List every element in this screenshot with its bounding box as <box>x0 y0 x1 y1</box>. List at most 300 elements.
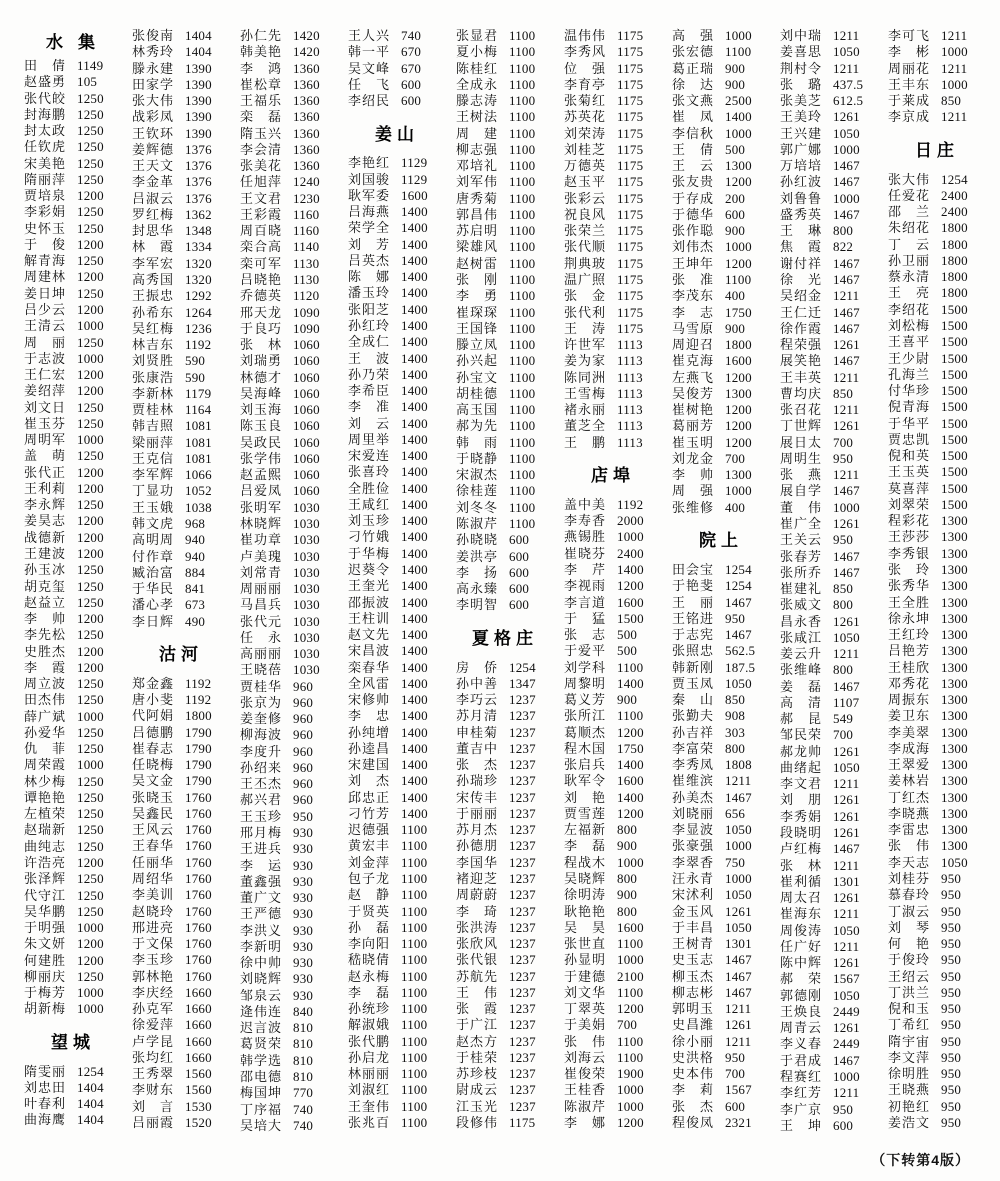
person-name: 臧治富 <box>132 564 173 580</box>
amount-value: 1200 <box>617 578 644 594</box>
amount-value: 1404 <box>185 28 212 43</box>
roster-row <box>348 904 441 920</box>
roster-row <box>672 1034 765 1050</box>
roster-row <box>24 432 117 448</box>
roster-row <box>888 1050 981 1066</box>
person-name: 刘瑞勇 <box>240 353 281 369</box>
person-name: 于志波 <box>24 350 65 366</box>
amount-value: 1160 <box>293 206 320 222</box>
person-name: 张荣兰 <box>564 223 605 239</box>
amount-value: 1192 <box>617 496 644 512</box>
roster-row <box>456 822 549 838</box>
amount-value: 1567 <box>833 971 860 987</box>
roster-row <box>132 757 225 773</box>
amount-value: 960 <box>293 743 314 759</box>
person-name: 吴鑫民 <box>132 805 173 821</box>
person-name: 郑金鑫 <box>132 675 173 691</box>
amount-value: 1211 <box>833 857 860 873</box>
roster-row <box>672 838 765 854</box>
roster-row <box>456 500 549 516</box>
amount-value: 800 <box>725 740 746 756</box>
amount-value: 1030 <box>293 646 320 662</box>
amount-value: 1200 <box>725 255 752 271</box>
person-name: 李琦 <box>456 903 497 919</box>
person-name: 田倩 <box>24 58 65 73</box>
section-header: 水 集 <box>46 33 101 52</box>
person-name: 任飞 <box>348 76 389 92</box>
roster-row <box>564 386 657 402</box>
amount-value: 1467 <box>833 271 860 287</box>
roster-row <box>888 920 981 936</box>
amount-value: 1250 <box>77 968 104 984</box>
roster-row <box>240 61 333 77</box>
amount-value: 1362 <box>185 206 212 222</box>
person-name: 盖萌 <box>24 448 65 464</box>
amount-value: 960 <box>293 776 314 792</box>
person-name: 张代皎 <box>24 90 65 106</box>
roster-row <box>780 28 873 44</box>
amount-value: 1175 <box>617 141 644 157</box>
roster-row <box>132 370 225 386</box>
person-name: 曲纯志 <box>24 838 65 854</box>
roster-row <box>456 757 549 773</box>
amount-value: 930 <box>293 922 314 938</box>
amount-value: 1000 <box>617 529 644 545</box>
person-name: 张阳芝 <box>348 301 389 317</box>
person-name: 周建林 <box>24 269 65 285</box>
person-name: 丁淑云 <box>888 903 929 919</box>
person-name: 张大伟 <box>132 93 173 109</box>
person-name: 于君成 <box>780 1052 821 1068</box>
amount-value: 1400 <box>401 334 428 350</box>
person-name: 于美娟 <box>564 1017 605 1033</box>
amount-value: 1250 <box>77 724 104 740</box>
roster-row <box>240 402 333 418</box>
person-name: 陈淑芹 <box>456 515 497 531</box>
person-name: 程俊凤 <box>672 1115 713 1130</box>
person-name: 孙吉祥 <box>672 724 713 740</box>
amount-value: 1467 <box>833 174 860 190</box>
roster-row <box>780 858 873 874</box>
roster-row <box>672 158 765 174</box>
roster-row <box>456 532 549 548</box>
amount-value: 1200 <box>77 611 104 627</box>
person-name: 郭德刚 <box>780 987 821 1003</box>
roster-row <box>456 790 549 806</box>
roster-row <box>132 191 225 207</box>
person-name: 崔维滨 <box>672 773 713 789</box>
amount-value: 950 <box>941 903 962 919</box>
amount-value: 1500 <box>941 383 968 399</box>
roster-row <box>132 272 225 288</box>
roster-row <box>240 28 333 44</box>
roster-row <box>456 676 549 692</box>
amount-value: 1200 <box>725 434 752 450</box>
amount-value: 950 <box>941 952 962 968</box>
amount-value: 1400 <box>401 724 428 740</box>
roster-row <box>240 451 333 467</box>
amount-value: 940 <box>185 532 206 548</box>
amount-value: 1261 <box>833 515 860 531</box>
roster-row <box>564 272 657 288</box>
roster-row <box>132 565 225 581</box>
roster-row <box>240 239 333 255</box>
roster-row <box>780 809 873 825</box>
person-name: 全风雷 <box>348 675 389 691</box>
amount-value: 1200 <box>725 402 752 418</box>
roster-row <box>672 93 765 109</box>
roster-row <box>132 822 225 838</box>
person-name: 葛义芳 <box>564 692 605 708</box>
amount-value: 1390 <box>185 125 212 141</box>
amount-value: 1250 <box>77 773 104 789</box>
column-9 <box>888 0 981 1134</box>
person-name: 史胜杰 <box>24 643 65 659</box>
person-name: 李新明 <box>240 938 281 954</box>
amount-value: 950 <box>941 968 962 984</box>
person-name: 耿艳艳 <box>564 903 605 919</box>
roster-row <box>780 532 873 548</box>
person-name: 张志 <box>564 627 605 643</box>
person-name: 郭明玉 <box>672 1001 713 1017</box>
amount-value: 1175 <box>617 28 644 43</box>
amount-value: 884 <box>185 564 206 580</box>
person-name: 程赛红 <box>780 1069 821 1084</box>
amount-value: 950 <box>725 610 746 626</box>
amount-value: 2400 <box>941 204 968 220</box>
amount-value: 1500 <box>941 496 968 512</box>
roster-row <box>132 1082 225 1098</box>
roster-row <box>780 1053 873 1069</box>
roster-row <box>456 451 549 467</box>
column-5 <box>456 0 549 1134</box>
person-name: 刘文华 <box>564 984 605 1000</box>
person-name: 王玉娥 <box>132 499 173 515</box>
roster-row <box>780 467 873 483</box>
person-name: 高丽丽 <box>240 646 281 662</box>
amount-value: 1081 <box>185 434 212 450</box>
person-name: 王喜平 <box>888 334 929 350</box>
amount-value: 1000 <box>77 432 104 448</box>
person-name: 李广京 <box>780 1101 821 1117</box>
roster-row <box>672 936 765 952</box>
amount-value: 1237 <box>509 887 536 903</box>
roster-row <box>456 93 549 109</box>
roster-row <box>132 516 225 532</box>
roster-row <box>888 838 981 854</box>
roster-row <box>672 985 765 1001</box>
amount-value: 1250 <box>77 253 104 269</box>
person-name: 崔广全 <box>780 515 821 531</box>
roster-row <box>672 174 765 190</box>
person-name: 邢天龙 <box>240 304 281 320</box>
person-name: 刘文日 <box>24 399 65 415</box>
person-name: 何建胜 <box>24 952 65 968</box>
roster-row <box>240 1102 333 1118</box>
amount-value: 1175 <box>617 158 644 174</box>
amount-value: 968 <box>185 515 206 531</box>
amount-value: 950 <box>941 1049 962 1065</box>
person-name: 李天志 <box>888 854 929 870</box>
roster-row <box>456 44 549 60</box>
roster-row <box>780 288 873 304</box>
amount-value: 1467 <box>725 594 752 610</box>
person-name: 刘琴 <box>888 919 929 935</box>
roster-row <box>24 660 117 676</box>
person-name: 崔琛琛 <box>456 304 497 320</box>
roster-row <box>564 28 657 44</box>
roster-row <box>564 562 657 578</box>
person-name: 王丰东 <box>888 76 929 92</box>
roster-row <box>672 109 765 125</box>
person-name: 张代正 <box>24 464 65 480</box>
amount-value: 1400 <box>617 789 644 805</box>
amount-value: 1800 <box>941 252 968 268</box>
person-name: 周俊涛 <box>780 922 821 938</box>
person-name: 姜卫东 <box>888 708 929 724</box>
roster-row <box>780 516 873 532</box>
person-name: 邓培礼 <box>456 158 497 174</box>
person-name: 盖中美 <box>564 496 605 512</box>
amount-value: 950 <box>293 808 314 824</box>
roster-row <box>780 256 873 272</box>
amount-value: 1400 <box>401 301 428 317</box>
amount-value: 1100 <box>617 984 644 1000</box>
person-name: 孙红玲 <box>348 317 389 333</box>
amount-value: 1467 <box>833 206 860 222</box>
amount-value: 1250 <box>77 220 104 236</box>
amount-value: 1760 <box>185 919 212 935</box>
person-name: 吴华鹏 <box>24 903 65 919</box>
roster-row <box>132 93 225 109</box>
amount-value: 1420 <box>293 44 320 60</box>
roster-row <box>132 1115 225 1131</box>
person-name: 姜林岩 <box>888 773 929 789</box>
roster-row <box>888 627 981 643</box>
person-name: 程木国 <box>564 740 605 756</box>
roster-row <box>348 985 441 1001</box>
roster-row <box>564 871 657 887</box>
person-name: 韩雨 <box>456 434 497 450</box>
person-name: 徐永坤 <box>888 610 929 626</box>
person-name: 封海鹏 <box>24 106 65 122</box>
amount-value: 950 <box>941 871 962 887</box>
roster-row <box>564 191 657 207</box>
roster-row <box>888 643 981 659</box>
roster-row <box>564 402 657 418</box>
roster-row <box>780 695 873 711</box>
person-name: 林丽丽 <box>348 1066 389 1082</box>
person-name: 温广照 <box>564 271 605 287</box>
person-name: 王涛 <box>564 320 605 336</box>
roster-row <box>564 708 657 724</box>
person-name: 金玉风 <box>672 903 713 919</box>
roster-row <box>132 435 225 451</box>
roster-row <box>240 792 333 808</box>
roster-row <box>348 188 441 204</box>
person-name: 赵盛勇 <box>24 74 65 90</box>
amount-value: 1100 <box>509 450 536 466</box>
amount-value: 1250 <box>77 676 104 692</box>
person-name: 张美花 <box>240 158 281 174</box>
person-name: 赵树雷 <box>456 255 497 271</box>
roster-row <box>780 988 873 1004</box>
roster-row <box>24 774 117 790</box>
person-name: 周振东 <box>888 692 929 708</box>
roster-row <box>24 953 117 969</box>
amount-value: 1030 <box>293 629 320 645</box>
person-name: 周丽 <box>24 334 65 350</box>
person-name: 万培培 <box>780 158 821 174</box>
amount-value: 1100 <box>401 887 428 903</box>
roster-row <box>240 614 333 630</box>
roster-row <box>672 500 765 516</box>
amount-value: 1237 <box>509 773 536 789</box>
roster-row <box>564 725 657 741</box>
amount-value: 1800 <box>941 285 968 301</box>
roster-row <box>780 353 873 369</box>
person-name: 宋传丰 <box>456 789 497 805</box>
person-name: 史怀玉 <box>24 220 65 236</box>
amount-value: 1254 <box>725 561 752 577</box>
person-name: 李绍民 <box>348 93 389 109</box>
roster-row <box>780 825 873 841</box>
person-name: 吕丽霞 <box>132 1115 173 1130</box>
person-name: 王风云 <box>132 822 173 838</box>
roster-row <box>24 904 117 920</box>
person-name: 董鑫强 <box>240 873 281 889</box>
roster-row <box>348 969 441 985</box>
roster-row <box>672 741 765 757</box>
amount-value: 1250 <box>77 415 104 431</box>
roster-row <box>24 985 117 1001</box>
amount-value: 1250 <box>77 789 104 805</box>
roster-row <box>888 871 981 887</box>
roster-row <box>240 581 333 597</box>
amount-value: 1050 <box>833 629 860 645</box>
roster-row <box>888 253 981 269</box>
roster-row <box>132 581 225 597</box>
amount-value: 1404 <box>77 1096 104 1112</box>
roster-row <box>348 220 441 236</box>
roster-row <box>240 549 333 565</box>
amount-value: 1060 <box>293 385 320 401</box>
roster-row <box>240 435 333 451</box>
roster-row <box>348 481 441 497</box>
roster-row <box>780 272 873 288</box>
amount-value: 1660 <box>185 1033 212 1049</box>
amount-value: 1200 <box>77 480 104 496</box>
amount-value: 1250 <box>77 171 104 187</box>
roster-row <box>780 597 873 613</box>
roster-row <box>672 353 765 369</box>
amount-value: 1660 <box>185 1001 212 1017</box>
person-name: 吴培大 <box>240 1117 281 1133</box>
roster-row <box>24 611 117 627</box>
person-name: 于贤英 <box>348 903 389 919</box>
person-name: 于存成 <box>672 190 713 206</box>
person-name: 刘学科 <box>564 659 605 675</box>
person-name: 王红玲 <box>888 627 929 643</box>
person-name: 梁雄风 <box>456 239 497 255</box>
roster-row <box>24 204 117 220</box>
amount-value: 1261 <box>833 743 860 759</box>
amount-value: 1175 <box>617 288 644 304</box>
roster-row <box>132 418 225 434</box>
person-name: 张勤夫 <box>672 708 713 724</box>
roster-row <box>24 513 117 529</box>
person-name: 丁显功 <box>132 483 173 499</box>
amount-value: 490 <box>185 613 206 629</box>
roster-row <box>672 1099 765 1115</box>
person-name: 李美翠 <box>888 724 929 740</box>
roster-row <box>888 562 981 578</box>
amount-value: 1081 <box>185 418 212 434</box>
roster-row <box>456 418 549 434</box>
person-name: 刘忠田 <box>24 1079 65 1095</box>
section-header: 望城 <box>50 1033 96 1053</box>
person-name: 刘翠荣 <box>888 496 929 512</box>
roster-row <box>888 367 981 383</box>
person-name: 刘荣涛 <box>564 125 605 141</box>
roster-row <box>672 386 765 402</box>
person-name: 隋玉兴 <box>240 125 281 141</box>
roster-row <box>888 757 981 773</box>
roster-row <box>780 890 873 906</box>
person-name: 李永辉 <box>24 497 65 513</box>
roster-row <box>780 955 873 971</box>
amount-value: 1211 <box>725 773 752 789</box>
roster-row <box>348 44 441 60</box>
person-name: 于艳斐 <box>672 578 713 594</box>
roster-row <box>348 806 441 822</box>
amount-value: 1301 <box>833 873 860 889</box>
roster-row <box>132 44 225 60</box>
amount-value: 1250 <box>77 448 104 464</box>
roster-row <box>456 838 549 854</box>
roster-row <box>240 971 333 987</box>
roster-row <box>672 660 765 676</box>
person-name: 林霞 <box>132 239 173 255</box>
person-name: 韩学选 <box>240 1052 281 1068</box>
amount-value: 930 <box>293 890 314 906</box>
person-name: 张京为 <box>240 694 281 710</box>
person-name: 张准 <box>672 271 713 287</box>
roster-row <box>780 939 873 955</box>
amount-value: 1300 <box>941 724 968 740</box>
amount-value: 1400 <box>401 399 428 415</box>
roster-row <box>456 887 549 903</box>
person-name: 张代银 <box>456 952 497 968</box>
roster-row <box>564 952 657 968</box>
roster-row <box>888 334 981 350</box>
amount-value: 810 <box>293 1052 314 1068</box>
roster-row <box>564 353 657 369</box>
amount-value: 1160 <box>293 223 320 239</box>
roster-row <box>348 708 441 724</box>
roster-row <box>348 351 441 367</box>
person-name: 孙红波 <box>780 174 821 190</box>
amount-value: 1200 <box>77 936 104 952</box>
roster-row <box>348 155 441 171</box>
roster-row <box>888 172 981 188</box>
amount-value: 1261 <box>833 825 860 841</box>
roster-row <box>348 77 441 93</box>
roster-row <box>348 741 441 757</box>
amount-value: 1376 <box>185 141 212 157</box>
amount-value: 1200 <box>77 952 104 968</box>
amount-value: 1200 <box>617 1001 644 1017</box>
